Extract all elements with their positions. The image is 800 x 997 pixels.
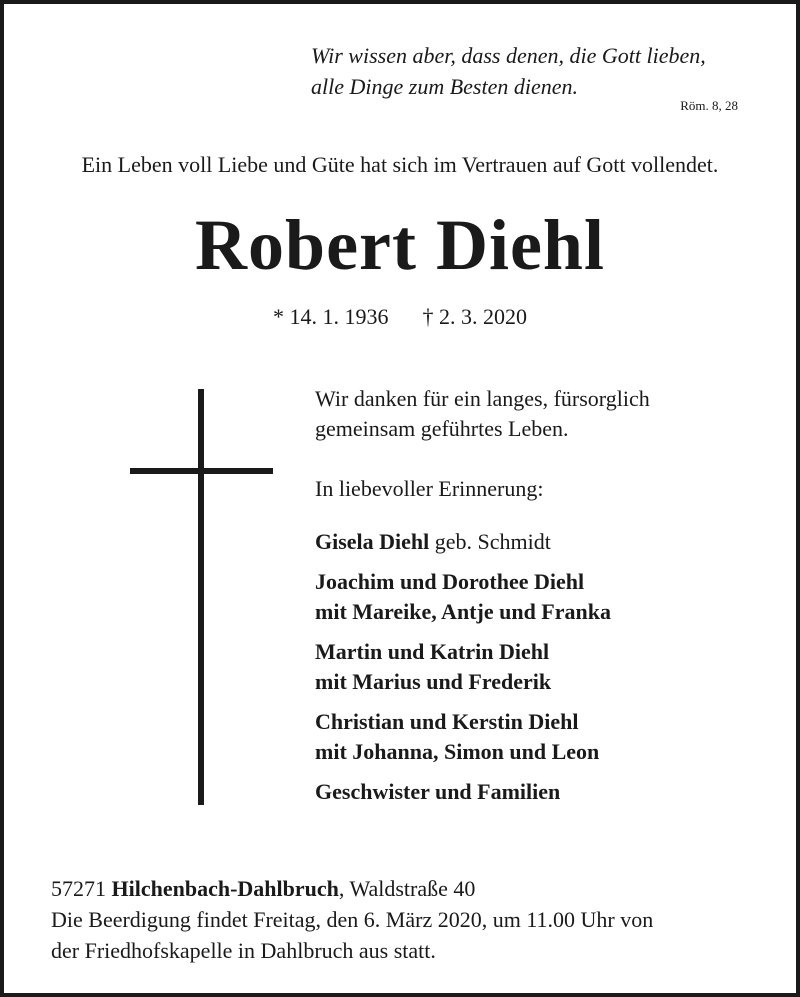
- memory-heading: In liebevoller Erinnerung:: [315, 476, 544, 501]
- mourner-children: mit Marius und Frederik: [315, 669, 552, 694]
- street-address: , Waldstraße 40: [338, 876, 476, 901]
- maiden-name: geb. Schmidt: [429, 529, 551, 554]
- mourner-entry: [315, 567, 611, 627]
- mourners-list: [315, 527, 611, 817]
- birth-date: * 14. 1. 1936: [273, 304, 389, 329]
- mourner-name: Gisela Diehl: [315, 529, 430, 554]
- mourner-name: Geschwister und Familien: [315, 779, 561, 804]
- death-date: † 2. 3. 2020: [422, 304, 527, 329]
- intro-text: Ein Leben voll Liebe und Güte hat sich im Vertrauen auf Gott vollendet.: [81, 152, 719, 177]
- funeral-details-line-2: der Friedhofskapelle in Dahlbruch aus statt.: [51, 938, 436, 963]
- mourner-entry: [315, 777, 611, 807]
- thanks-text: [315, 384, 650, 444]
- thanks-line-2: gemeinsam geführtes Leben.: [315, 416, 569, 441]
- bible-verse: [311, 40, 706, 102]
- mourner-children: mit Mareike, Antje und Franka: [315, 599, 611, 624]
- deceased-name: Robert Diehl: [195, 205, 605, 285]
- cross-vertical-bar: [198, 389, 204, 805]
- town: Hilchenbach-Dahlbruch: [111, 876, 339, 901]
- verse-line-1: Wir wissen aber, dass denen, die Gott lieben,: [311, 43, 706, 68]
- funeral-details-line-1: Die Beerdigung findet Freitag, den 6. März 2020, um 11.00 Uhr von: [51, 907, 654, 932]
- mourner-children: mit Johanna, Simon und Leon: [315, 739, 600, 764]
- mourner-entry: [315, 637, 611, 697]
- mourner-name: Christian und Kerstin Diehl: [315, 709, 579, 734]
- mourner-name: Joachim und Dorothee Diehl: [315, 569, 585, 594]
- mourner-entry: [315, 527, 611, 557]
- verse-line-2: alle Dinge zum Besten dienen.: [311, 74, 578, 99]
- life-dates: [4, 304, 796, 330]
- verse-reference: Röm. 8, 28: [680, 98, 738, 113]
- mourner-entry: [315, 707, 611, 767]
- funeral-info: [51, 873, 653, 966]
- postcode: 57271: [51, 876, 112, 901]
- thanks-line-1: Wir danken für ein langes, fürsorglich: [315, 386, 650, 411]
- cross-horizontal-bar: [130, 468, 273, 474]
- mourner-name: Martin und Katrin Diehl: [315, 639, 550, 664]
